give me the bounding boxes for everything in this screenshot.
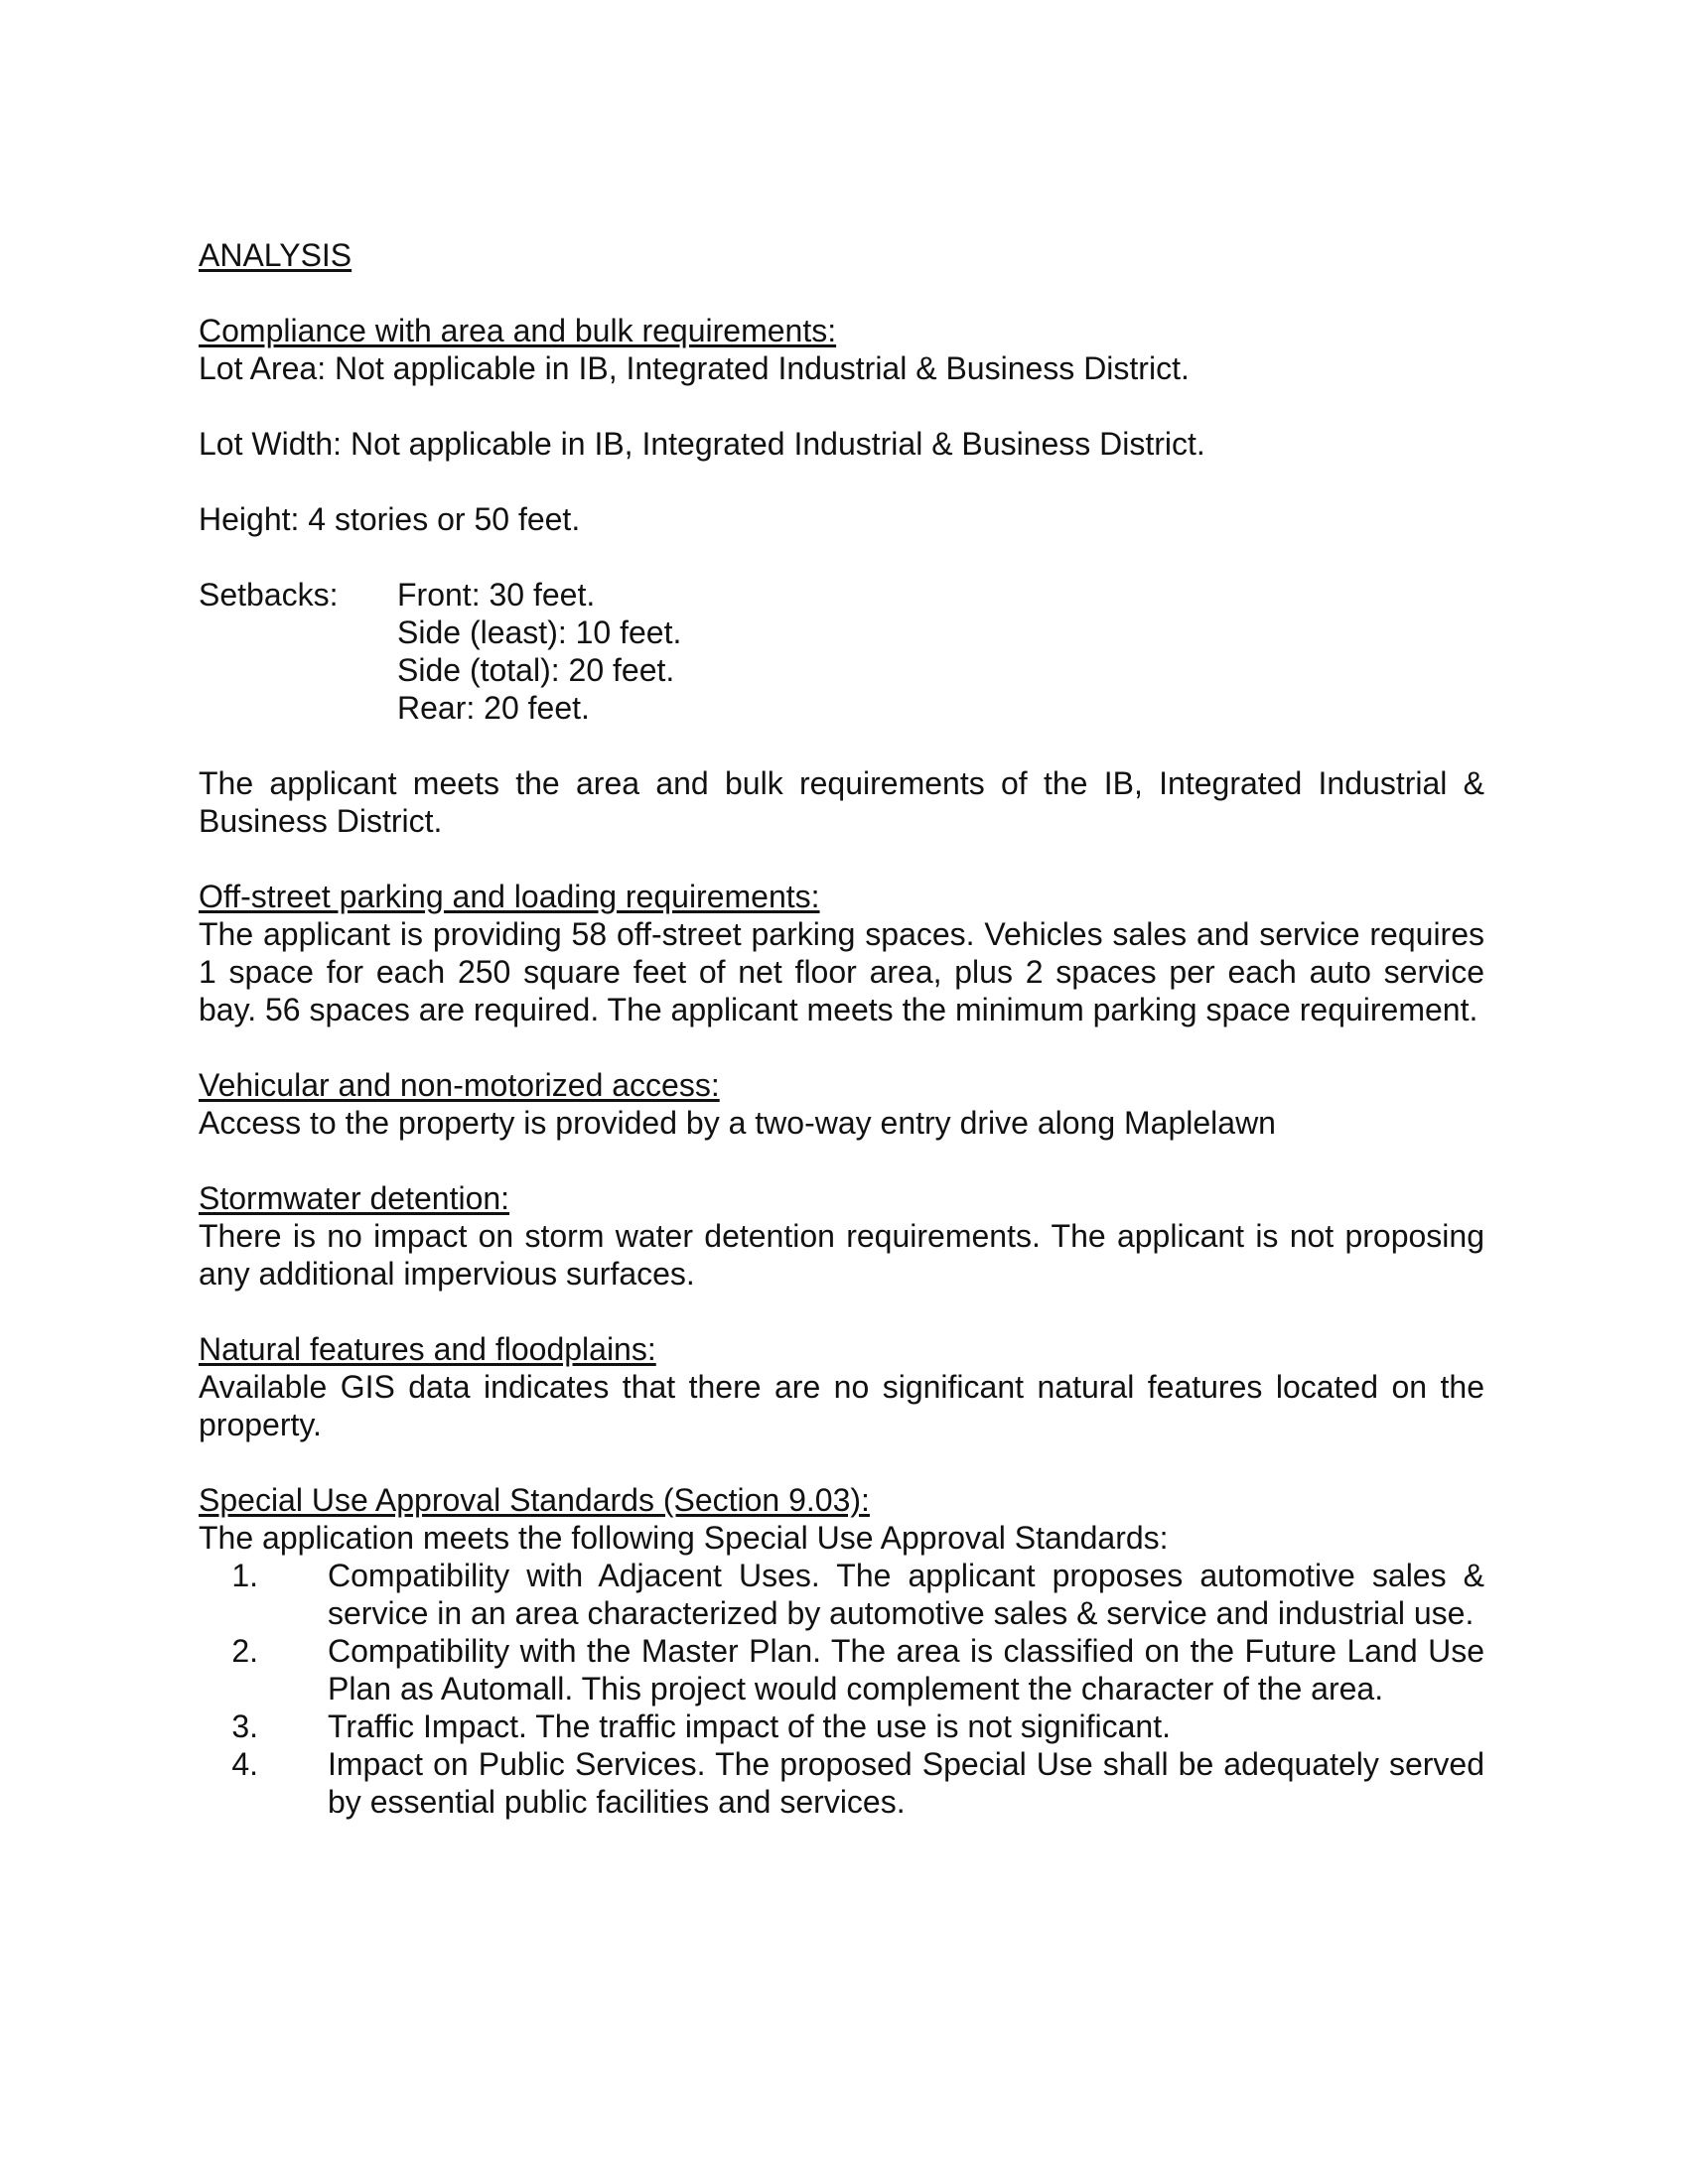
list-item-number: 3. (231, 1708, 258, 1744)
list-item (199, 1632, 1484, 1707)
list-item-number: 4. (231, 1746, 258, 1782)
parking-title: Off-street parking and loading requirements: (199, 879, 820, 914)
setbacks-label: Setbacks: (199, 577, 339, 613)
document-page (199, 236, 1484, 1821)
list-item-text: Compatibility with Adjacent Uses. The applicant proposes automotive sales & service in an area characterized by automotive sales & service and industrial use. (328, 1558, 1484, 1631)
area-bulk-conclusion: The applicant meets the area and bulk requirements of the IB, Integrated Industrial & Business District. (199, 765, 1484, 839)
setback-side-least: Side (least): 10 feet. (397, 614, 682, 650)
setback-front: Front: 30 feet. (397, 577, 596, 613)
setbacks-block (199, 576, 1484, 727)
setback-rear: Rear: 20 feet. (397, 690, 590, 726)
list-item-text: Traffic Impact. The traffic impact of the use is not significant. (328, 1708, 1171, 1744)
stormwater-title: Stormwater detention: (199, 1180, 510, 1216)
list-item (199, 1557, 1484, 1632)
lot-area-text: Lot Area: Not applicable in IB, Integrated Industrial & Business District. (199, 350, 1190, 386)
list-item-number: 1. (231, 1558, 258, 1593)
stormwater-body: There is no impact on storm water detention requirements. The applicant is not proposing any additional impervious surfaces. (199, 1218, 1484, 1292)
special-use-title: Special Use Approval Standards (Section 9.03): (199, 1482, 870, 1518)
analysis-heading: ANALYSIS (199, 237, 352, 273)
access-body: Access to the property is provided by a two-way entry drive along Maplelawn (199, 1105, 1276, 1141)
list-item-number: 2. (231, 1633, 258, 1669)
lot-width-text: Lot Width: Not applicable in IB, Integrated Industrial & Business District. (199, 426, 1205, 462)
list-item (199, 1707, 1484, 1745)
list-item-text: Compatibility with the Master Plan. The area is classified on the Future Land Use Plan as Automall. This project would complement the character of the area. (328, 1633, 1484, 1706)
parking-body: The applicant is providing 58 off-street parking spaces. Vehicles sales and service requires 1 space for each 250 square feet of net floor area, plus 2 spaces per each auto service bay. 56 spaces are required. The applicant meets the minimum parking space requirement. (199, 916, 1484, 1027)
setback-side-total: Side (total): 20 feet. (397, 652, 675, 688)
list-item-text: Impact on Public Services. The proposed Special Use shall be adequately served by essential public facilities and services. (328, 1746, 1484, 1820)
natural-title: Natural features and floodplains: (199, 1331, 656, 1367)
area-bulk-title: Compliance with area and bulk requirements: (199, 313, 837, 348)
list-item (199, 1745, 1484, 1821)
natural-body: Available GIS data indicates that there are no significant natural features located on the property. (199, 1369, 1484, 1442)
special-use-intro: The application meets the following Special Use Approval Standards: (199, 1520, 1169, 1556)
height-text: Height: 4 stories or 50 feet. (199, 501, 581, 537)
special-use-list (199, 1557, 1484, 1821)
access-title: Vehicular and non-motorized access: (199, 1067, 720, 1103)
